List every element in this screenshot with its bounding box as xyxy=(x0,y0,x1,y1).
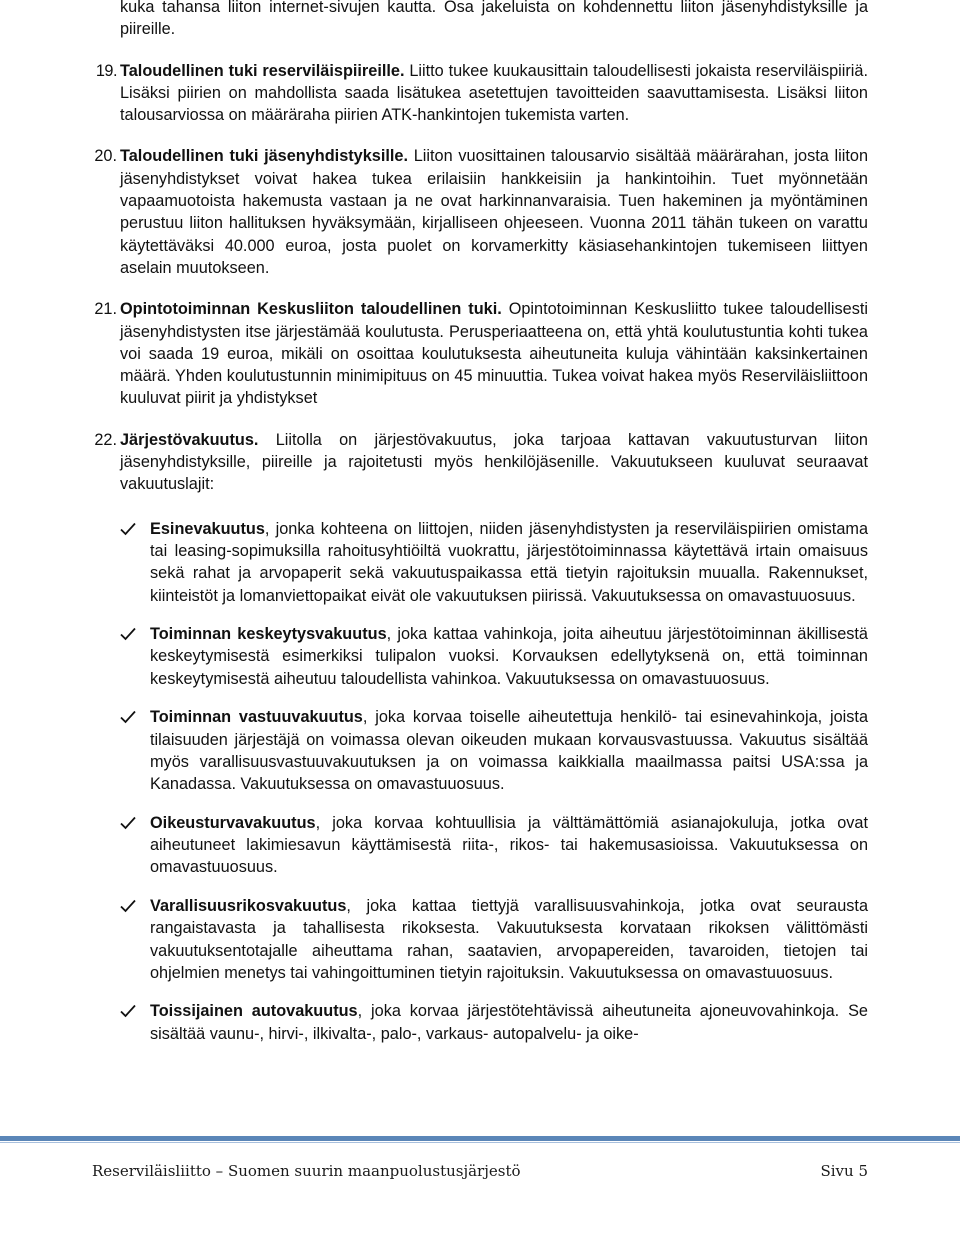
list-item-title: Esinevakuutus xyxy=(150,519,265,538)
item-paragraph xyxy=(120,429,868,496)
item-title: Taloudellinen tuki jäsenyhdistyksille. xyxy=(120,147,409,166)
intro-paragraph: kuka tahansa liiton internet-sivujen kautta. Osa jakeluista on kohdennettu liiton jäsenyhdistyksille ja piireille. xyxy=(120,0,868,39)
item-paragraph xyxy=(120,145,868,279)
list-item xyxy=(120,706,868,795)
item-paragraph xyxy=(120,298,868,409)
list-item-body: , joka korvaa kohtuullisia ja välttämättömiä asianajokuluja, jotka ovat aiheutuneet lakimiesavun käyttämisestä riita-, rikos- tai hakemusasioissa. Vakuutuksessa on omavastuuosuus. xyxy=(150,813,868,877)
item-text: Liitolla on järjestövakuutus, joka tarjoaa kattavan vakuutusturvan liiton jäsenyhdistyksille, piireille ja rajoitetusti myös henkilöjäsenille. Vakuutukseen kuuluvat seuraavat vakuutuslajit: xyxy=(120,430,868,494)
list-item-text xyxy=(150,895,868,984)
item-paragraph xyxy=(120,60,868,127)
item-number: 19. xyxy=(95,61,117,80)
list-item-title: Varallisuusrikosvakuutus xyxy=(150,896,347,915)
list-item-text xyxy=(150,518,868,607)
checkmark-icon xyxy=(120,518,138,540)
list-item-title: Toiminnan keskeytysvakuutus xyxy=(150,625,387,644)
page-body xyxy=(94,0,869,1061)
list-item-body: , jonka kohteena on liittojen, niiden jäsenyhdistysten ja reserviläispiirien omistama tai leasing-sopimuksilla rahoitusyhtiöiltä vuokrattu, järjestötoiminnassa käytettävä irtain omaisuus sekä rahat ja arvopaperit sekä vakuutuspaikassa että tietyin rajoituksin muualla. Rakennukset, kiinteistöt ja lomanviettopaikat eivät ole vakuutuksen piirissä. Vakuutuksessa on omavastuuosuus. xyxy=(150,519,868,605)
list-item xyxy=(120,1000,868,1045)
list-item-body: , joka kattaa tiettyjä varallisuusvahinkoja, jotka ovat seurausta rangaistavasta ja tahallisesta rikoksesta. Vakuutuksesta korvataan rikoksen välittömästi vakuutuksentotajalle aiheuttama rahan, saatavien, arvopapereiden, tavaroiden, tietojen tai ohjelmien menetys tai vahingoittuminen tietyin rajoituksin. Vakuutuksessa on omavastuuosuus. xyxy=(150,896,868,982)
list-item xyxy=(120,623,868,690)
checkmark-icon xyxy=(120,706,138,728)
checkmark-icon xyxy=(120,1000,138,1022)
list-item-body: , joka korvaa järjestötehtävissä aiheutuneita ajoneuvovahinkoja. Se sisältää vaunu-, hirvi-, ilkivalta-, palo-, varkaus- autopalvelu- ja oike- xyxy=(150,1002,868,1043)
list-item-title: Toissijainen autovakuutus xyxy=(150,1002,358,1021)
item-text: Liitto tukee kuukausittain taloudellisesti jokaista reserviläispiiriä. Lisäksi piirien on mahdollista saada lisätukea asetettujen tavoitteiden saavuttamisesta. Lisäksi liiton talousarviossa on määräraha piirien ATK-hankintojen tukemista varten. xyxy=(120,61,868,125)
list-item-body: , joka korvaa toiselle aiheutettuja henkilö- tai esinevahinkoja, joista tilaisuuden järjestäjä on voimassa olevan oikeuden mukaan korvausvastuussa. Vakuutus sisältää myös varallisuusvastuuvakuutuksen ja on voimassa kaikkialla maailmassa paitsi USA:ssa ja Kanadassa. Vakuutuksessa on omavastuuosuus. xyxy=(150,708,868,794)
page-number: Sivu 5 xyxy=(820,1162,868,1180)
item-title: Opintotoiminnan Keskusliiton taloudellinen tuki. xyxy=(120,300,502,319)
checkmark-icon xyxy=(120,623,138,645)
insurance-list xyxy=(120,518,868,1045)
checkmark-icon xyxy=(120,895,138,917)
list-item-text xyxy=(150,812,868,879)
item-number: 22. xyxy=(94,430,117,449)
numbered-item-21 xyxy=(94,298,869,409)
item-number: 21. xyxy=(94,300,117,319)
footer-rule-thin xyxy=(0,1142,960,1143)
footer-rule xyxy=(0,1136,960,1141)
list-item-text xyxy=(150,1000,868,1045)
list-item-title: Toiminnan vastuuvakuutus xyxy=(150,708,363,727)
item-text: Opintotoiminnan Keskusliitto tukee taloudellisesti jäsenyhdistysten itse järjestämää koulutusta. Perusperiaatteena on, että yhtä koulutustuntia kohti tukea voi saada 19 euroa, mikäli on osoittaa koulutuksesta aiheutuneita kuluja vähintään kaksinkertainen määrä. Yhden koulutustunnin minimipituus on 45 minuuttia. Tukea voivat hakea myös Reserviläisliittoon kuuluvat piirit ja yhdistykset xyxy=(120,300,869,408)
list-item xyxy=(120,812,868,879)
footer-organization: Reserviläisliitto – Suomen suurin maanpuolustusjärjestö xyxy=(92,1162,521,1180)
item-number: 20. xyxy=(94,147,117,166)
item-title: Taloudellinen tuki reserviläispiireille. xyxy=(120,61,405,80)
list-item-title: Oikeusturvavakuutus xyxy=(150,813,316,832)
numbered-item-22 xyxy=(94,429,868,496)
numbered-item-20 xyxy=(94,145,869,279)
item-text: Liiton vuosittainen talousarvio sisältää määrärahan, josta liiton jäsenyhdistykset voivat hakea tukea erilaisiin hankkeisiin ja hankintoihin. Tuet myönnetään vapaamuotoista hakemusta vastaan ja ne ovat harkinnanvaraisia. Tuen hakeminen ja myöntäminen perustuu liiton hallituksen hyväksymään, kirjalliseen ohjeeseen. Vuonna 2011 tähän tukeen on varattu käytettäväksi 40.000 euroa, josta puolet on korvamerkitty käsiasehankintojen tukemiseen liittyen aselain muutokseen. xyxy=(120,147,869,277)
list-item-text xyxy=(150,623,868,690)
list-item xyxy=(120,895,868,984)
list-item xyxy=(120,518,868,607)
item-title: Järjestövakuutus. xyxy=(120,430,259,449)
checkmark-icon xyxy=(120,812,138,834)
list-item-text xyxy=(150,706,868,795)
numbered-item-19 xyxy=(95,60,868,127)
list-item-body: , joka kattaa vahinkoja, joita aiheutuu järjestötoiminnan äkillisestä keskeytymisestä esimerkiksi tulipalon vuoksi. Korvauksen edellytyksenä on, että toiminnan keskeytymisestä aiheutuu taloudellista vahinkoa. Vakuutuksessa on omavastuuosuus. xyxy=(150,625,868,688)
